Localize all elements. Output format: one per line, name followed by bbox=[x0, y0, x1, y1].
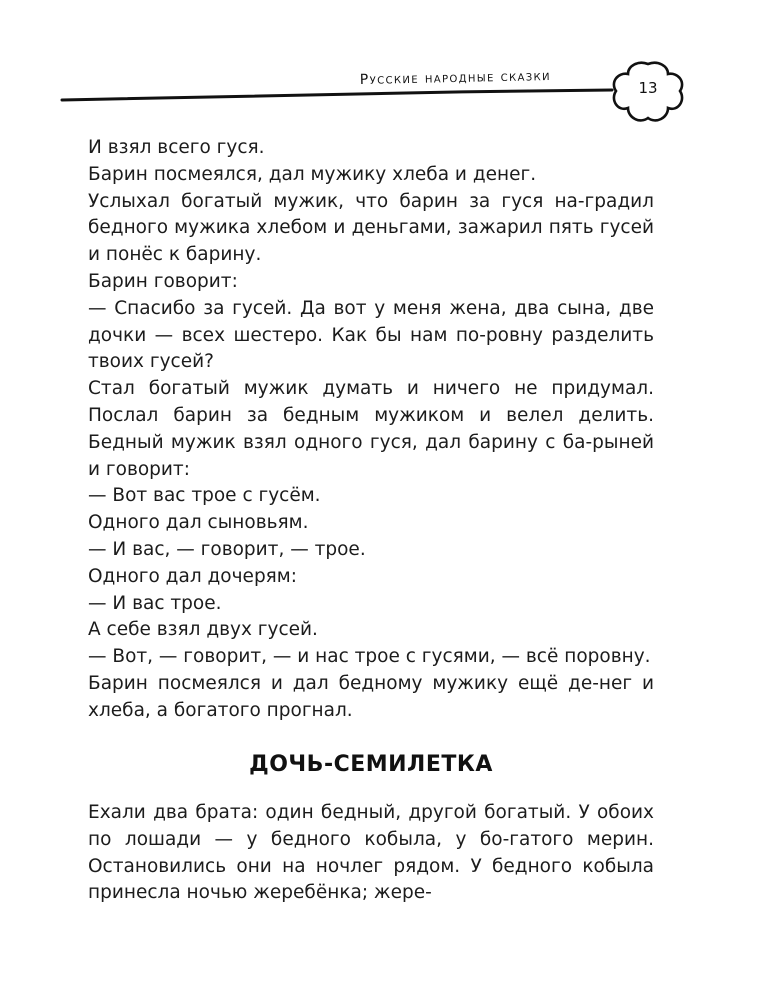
paragraph: Одного дал сыновьям. bbox=[88, 512, 309, 534]
page-number: 13 bbox=[638, 79, 658, 97]
paragraph: Одного дал дочерям: bbox=[88, 565, 298, 587]
paragraph: Стал богатый мужик думать и ничего не придумал. Послал барин за бедным мужиком и велел делить. Бедный мужик взял одного гуся, дал барину с ба-рыней и говорит: bbox=[88, 378, 654, 480]
paragraph: А себе взял двух гусей. bbox=[88, 619, 318, 641]
paragraph: Барин посмеялся и дал бедному мужику ещё де-нег и хлеба, а богатого прогнал. bbox=[88, 672, 654, 721]
paragraph: И взял всего гуся. bbox=[88, 137, 265, 158]
paragraph: — Вот, — говорит, — и нас трое с гусями, — всё поровну. bbox=[88, 646, 651, 668]
chapter-title: ДОЧЬ-СЕМИЛЕТКА bbox=[249, 752, 493, 777]
story-text bbox=[88, 135, 654, 725]
paragraph: — И вас трое. bbox=[88, 592, 222, 614]
running-title: Русские народные сказки bbox=[359, 68, 552, 88]
paragraph: Ехали два брата: один бедный, другой богатый. У обоих по лошади — у бедного кобыла, у бо-гатого мерин. Остановились они на ночлег рядом. У бедного кобыла принесла ночью жеребёнка; жере- bbox=[88, 802, 654, 904]
chapter-text bbox=[88, 800, 654, 907]
paragraph: — Спасибо за гусей. Да вот у меня жена, два сына, две дочки — всех шестеро. Как бы нам по-ровну разделить твоих гусей? bbox=[88, 297, 654, 373]
paragraph: Услыхал богатый мужик, что барин за гуся на-градил бедного мужика хлебом и деньгами, зажарил пять гусей и понёс к барину. bbox=[88, 190, 654, 266]
paragraph: — И вас, — говорит, — трое. bbox=[88, 538, 366, 560]
paragraph: Барин посмеялся, дал мужику хлеба и денег. bbox=[88, 163, 537, 185]
paragraph: Барин говорит: bbox=[88, 270, 238, 292]
paragraph: — Вот вас трое с гусём. bbox=[88, 485, 321, 507]
